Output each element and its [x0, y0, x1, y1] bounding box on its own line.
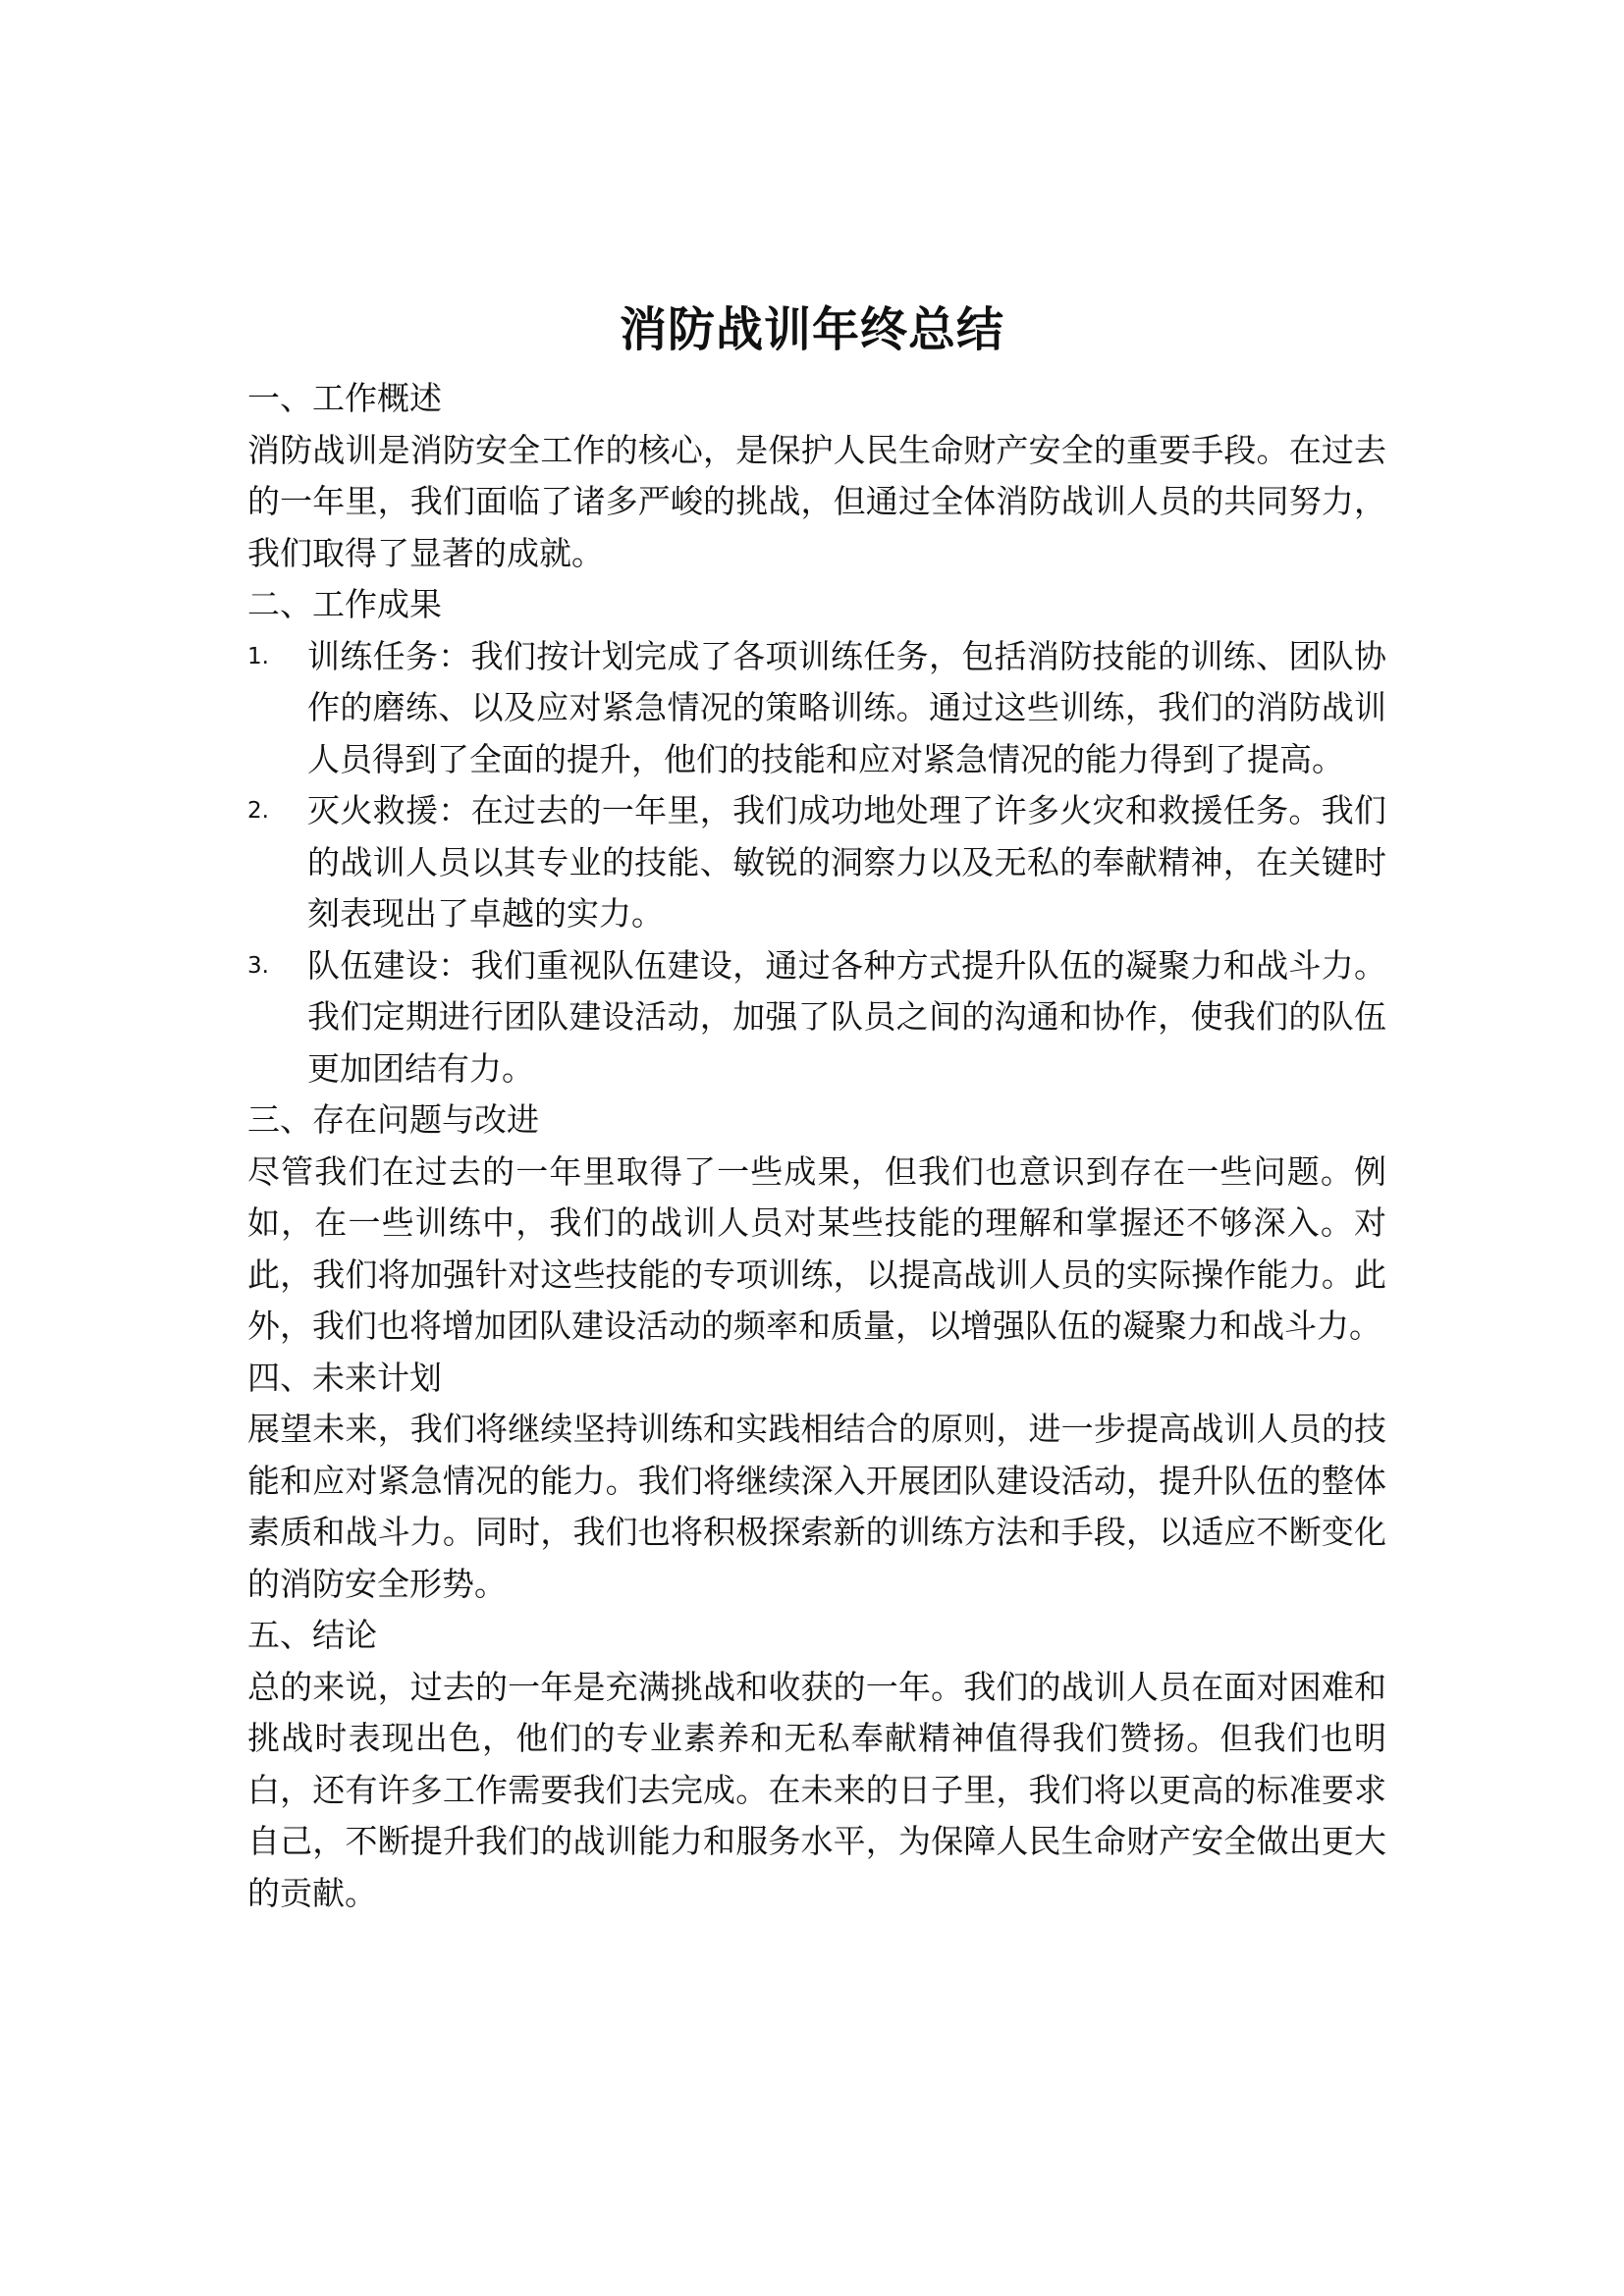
section-conclusion — [247, 1610, 1386, 1919]
list-item-text: 灭火救援：在过去的一年里，我们成功地处理了许多火灾和救援任务。我们的战训人员以其专业的技能、敏锐的洞察力以及无私的奉献精神，在关键时刻表现出了卓越的实力。 — [307, 791, 1386, 933]
list-item — [247, 631, 1386, 786]
section-paragraph: 展望未来，我们将继续坚持训练和实践相结合的原则，进一步提高战训人员的技能和应对紧急情况的能力。我们将继续深入开展团队建设活动，提升队伍的整体素质和战斗力。同时，我们也将积极探索新的训练方法和手段，以适应不断变化的消防安全形势。 — [247, 1410, 1386, 1603]
list-item — [247, 785, 1386, 940]
document-title: 消防战训年终总结 — [619, 302, 1004, 358]
list-item-text: 训练任务：我们按计划完成了各项训练任务，包括消防技能的训练、团队协作的磨练、以及应对紧急情况的策略训练。通过这些训练，我们的消防战训人员得到了全面的提升，他们的技能和应对紧急情况的能力得到了提高。 — [307, 636, 1386, 778]
document-body — [247, 373, 1386, 1919]
section-paragraph: 总的来说，过去的一年是充满挑战和收获的一年。我们的战训人员在面对困难和挑战时表现出色，他们的专业素养和无私奉献精神值得我们赞扬。但我们也明白，还有许多工作需要我们去完成。在未来的日子里，我们将以更高的标准要求自己，不断提升我们的战训能力和服务水平，为保障人民生命财产安全做出更大的贡献。 — [247, 1667, 1386, 1912]
section-future-plan — [247, 1353, 1386, 1611]
section-heading: 三、存在问题与改进 — [247, 1100, 539, 1139]
section-heading: 四、未来计划 — [247, 1358, 442, 1397]
section-overview — [247, 373, 1386, 579]
list-item-number: 3. — [247, 952, 269, 979]
list-item — [247, 940, 1386, 1095]
section-paragraph: 消防战训是消防安全工作的核心，是保护人民生命财产安全的重要手段。在过去的一年里，我们面临了诸多严峻的挑战，但通过全体消防战训人员的共同努力，我们取得了显著的成就。 — [247, 430, 1386, 572]
section-heading: 一、工作概述 — [247, 379, 442, 417]
section-problems — [247, 1095, 1386, 1353]
list-item-number: 1. — [247, 643, 269, 669]
section-heading: 二、工作成果 — [247, 585, 442, 623]
list-item-number: 2. — [247, 798, 269, 824]
section-achievements — [247, 579, 1386, 1095]
achievements-list — [247, 631, 1386, 1095]
list-item-text: 队伍建设：我们重视队伍建设，通过各种方式提升队伍的凝聚力和战斗力。我们定期进行团队建设活动，加强了队员之间的沟通和协作，使我们的队伍更加团结有力。 — [307, 945, 1386, 1088]
section-paragraph: 尽管我们在过去的一年里取得了一些成果，但我们也意识到存在一些问题。例如，在一些训练中，我们的战训人员对某些技能的理解和掌握还不够深入。对此，我们将加强针对这些技能的专项训练，以提高战训人员的实际操作能力。此外，我们也将增加团队建设活动的频率和质量，以增强队伍的凝聚力和战斗力。 — [247, 1151, 1386, 1345]
section-heading: 五、结论 — [247, 1616, 377, 1654]
